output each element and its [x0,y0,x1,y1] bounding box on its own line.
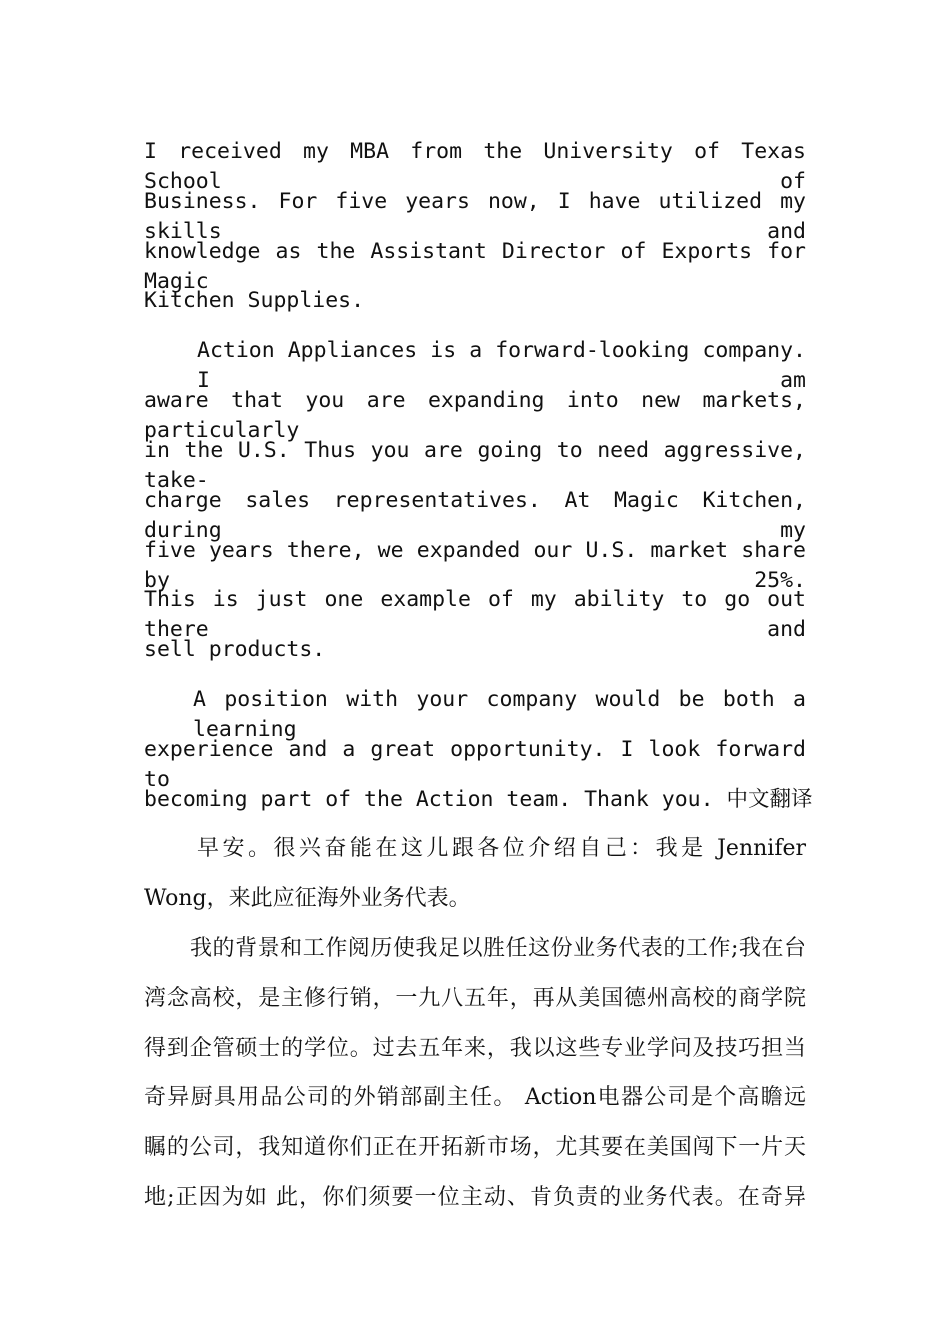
paragraph-first-line: 我的背景和工作阅历使我足以胜任这份业务代表的工作;我在台 [190,936,806,961]
text-line: This is just one example of my ability to go out there and [144,587,806,642]
paragraph-first-line: 早安。很兴奋能在这儿跟各位介绍自己：我是 Jennifer [197,836,806,861]
paragraph-first-line: A position with your company would be both a learning [193,687,806,742]
text-line: in the U.S. Thus you are going to need aggressive, take- [144,438,806,493]
text-line: experience and a great opportunity. I look forward to [144,737,806,792]
text-line: charge sales representatives. At Magic Kitchen, during my [144,488,806,543]
text-line: becoming part of the Action team. Thank you. 中文翻译 [144,787,813,812]
text-line: I received my MBA from the University of Texas School of [144,139,806,194]
text-line: sell products. [144,637,326,662]
text-line: Business. For five years now, I have utilized my skills and [144,189,806,244]
text-line: 湾念高校，是主修行销，一九八五年，再从美国德州高校的商学院 [144,986,806,1011]
text-line: 得到企管硕士的学位。过去五年来，我以这些专业学问及技巧担当 [144,1036,806,1061]
text-line: 奇异厨具用品公司的外销部副主任。 Action电器公司是个高瞻远 [144,1085,806,1110]
text-line: 瞩的公司，我知道你们正在开拓新市场，尤其要在美国闯下一片天 [144,1135,806,1160]
text-line: 地;正因为如 此，你们须要一位主动、肯负责的业务代表。在奇异 [144,1185,806,1210]
text-line: Kitchen Supplies. [144,288,365,313]
text-line: knowledge as the Assistant Director of Exports for Magic [144,239,806,294]
text-line: Wong，来此应征海外业务代表。 [144,886,471,911]
paragraph-first-line: Action Appliances is a forward-looking company. I am [197,338,806,393]
text-line: five years there, we expanded our U.S. market share by 25%. [144,538,806,593]
text-line: aware that you are expanding into new markets, particularly [144,388,806,443]
